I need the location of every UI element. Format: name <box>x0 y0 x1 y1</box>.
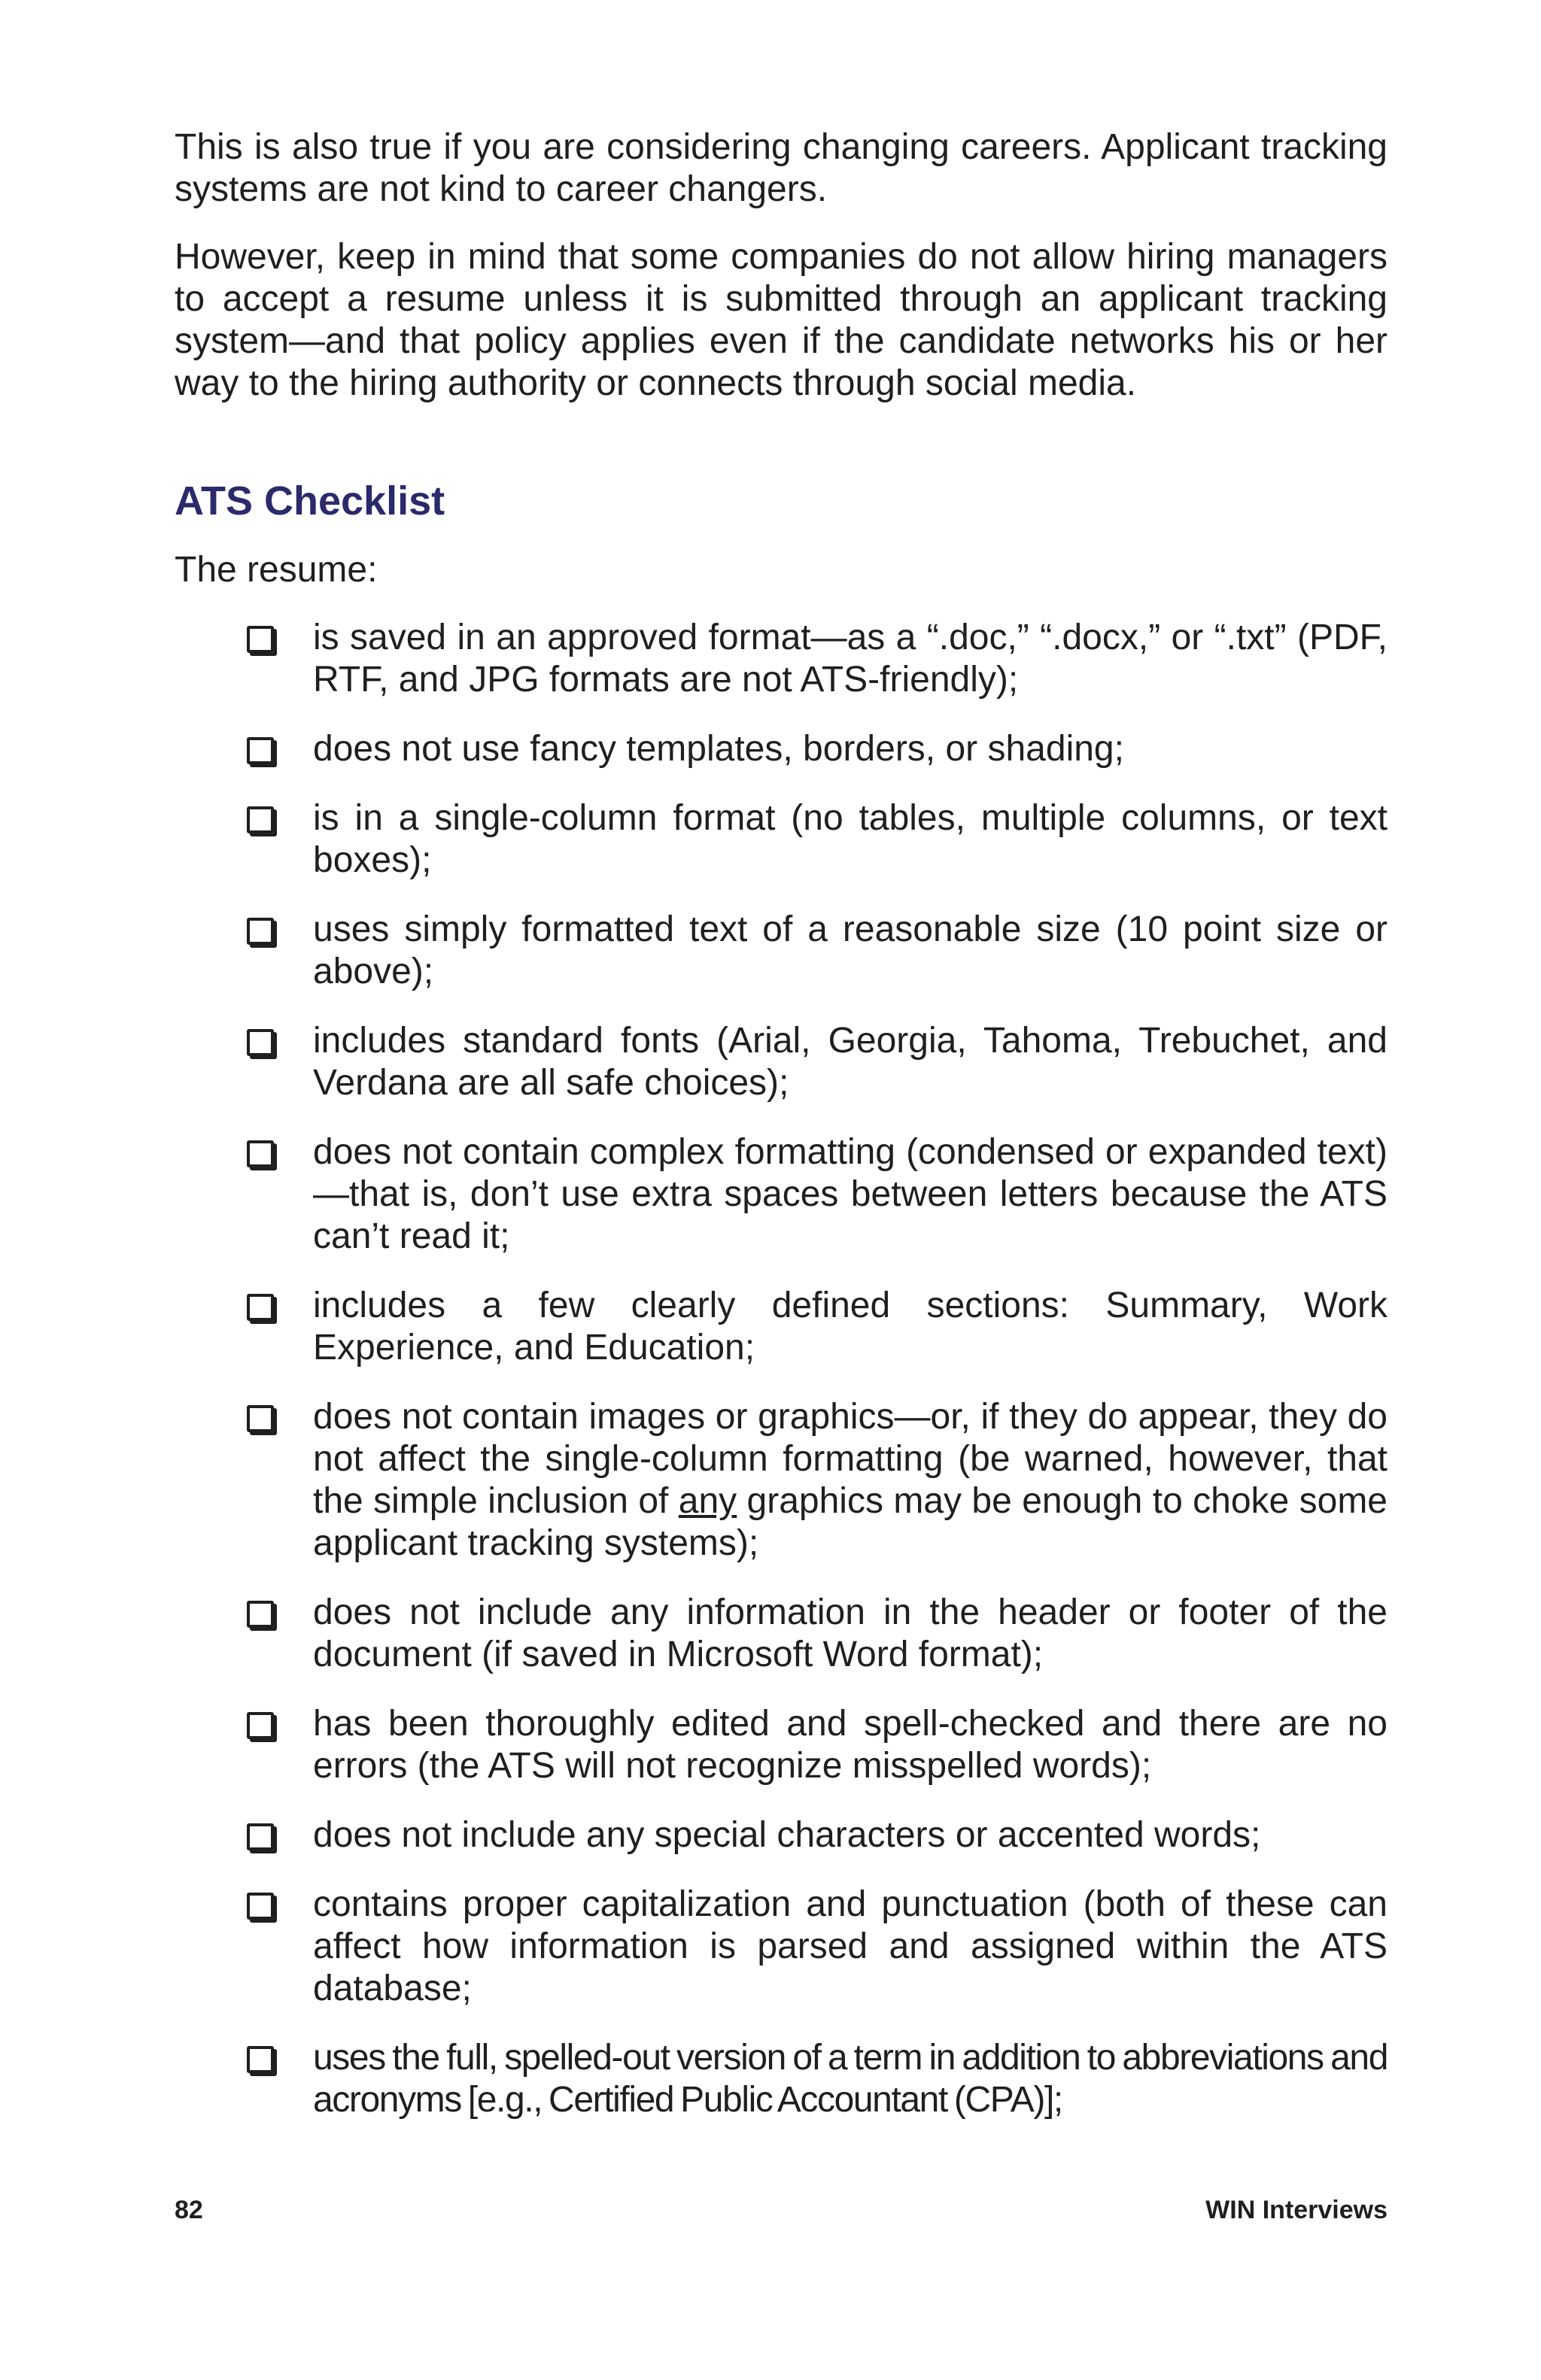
section-lead: The resume: <box>175 550 378 590</box>
checklist-item <box>175 909 1388 993</box>
checklist-item-text: uses simply formatted text of a reasonable size (10 point size or above); <box>313 909 1388 991</box>
checklist-item <box>175 1814 1388 1856</box>
checkbox-icon <box>247 806 274 833</box>
checklist-item-text: does not include any information in the header or footer of the document (if saved in Microsoft Word format); <box>313 1592 1388 1674</box>
checkbox-icon <box>247 737 274 764</box>
checklist-item <box>175 797 1388 882</box>
checkbox-icon <box>247 1823 274 1850</box>
checkbox-icon <box>247 1294 274 1321</box>
checklist-item-text: includes standard fonts (Arial, Georgia, Tahoma, Trebuchet, and Verdana are all safe choices); <box>313 1021 1388 1103</box>
body-paragraph: However, keep in mind that some companies do not allow hiring managers to accept a resume unless it is submitted through an applicant tracking system—and that policy applies even if the candidate networks his or her way to the hiring authority or connects through social media. <box>175 237 1388 403</box>
checkbox-icon <box>247 1601 274 1628</box>
checklist-item-text: uses the full, spelled-out version of a term in addition to abbreviations and acronyms [e.g., Certified Public Accountant (CPA)]; <box>313 2038 1388 2120</box>
checkbox-icon <box>247 626 274 653</box>
checklist-item <box>175 1884 1388 2010</box>
checkbox-icon <box>247 1712 274 1739</box>
checklist-item <box>175 1396 1388 1565</box>
checklist-item-text-after: graphics may be enough to choke some applicant tracking systems); <box>313 1481 1388 1563</box>
section-heading: ATS Checklist <box>175 478 445 524</box>
checkbox-icon <box>247 1029 274 1056</box>
checklist-item <box>175 1020 1388 1104</box>
checklist-item-text: does not contain complex formatting (condensed or expanded text)—that is, don’t use extra spaces between letters because the ATS can’t read it; <box>313 1132 1388 1256</box>
checkbox-icon <box>247 1405 274 1432</box>
ats-checklist <box>175 617 1388 2121</box>
checklist-item-text: is saved in an approved format—as a “.doc,” “.docx,” or “.txt” (PDF, RTF, and JPG formats are not ATS-friendly); <box>313 618 1388 700</box>
page-footer <box>175 2193 1388 2227</box>
checklist-item-text: does not include any special characters or accented words; <box>313 1815 1261 1855</box>
page-content <box>175 126 1388 2148</box>
checklist-item-text: does not use fancy templates, borders, or shading; <box>313 729 1124 769</box>
checklist-item <box>175 2037 1388 2121</box>
checklist-item-text: contains proper capitalization and punctuation (both of these can affect how information is parsed and assigned within the ATS database; <box>313 1884 1388 2008</box>
checkbox-icon <box>247 918 274 945</box>
checklist-item-text <box>313 1397 1388 1563</box>
checkbox-icon <box>247 1893 274 1920</box>
checklist-item <box>175 1703 1388 1787</box>
checklist-item <box>175 617 1388 701</box>
running-title: WIN Interviews <box>1205 2196 1388 2224</box>
checklist-item-text-before: does not contain images or graphics—or, if they do appear, they do not affect the single-column formatting (be warned, however, that the simple inclusion of <box>313 1397 1388 1521</box>
body-paragraph: This is also true if you are considering changing careers. Applicant tracking systems are not kind to career changers. <box>175 127 1388 209</box>
checklist-item <box>175 728 1388 770</box>
checklist-item-text: has been thoroughly edited and spell-checked and there are no errors (the ATS will not recognize misspelled words); <box>313 1704 1388 1786</box>
checklist-item-text: is in a single-column format (no tables, multiple columns, or text boxes); <box>313 798 1388 880</box>
checklist-item <box>175 1592 1388 1676</box>
checkbox-icon <box>247 2046 274 2073</box>
checklist-item <box>175 1285 1388 1369</box>
checkbox-icon <box>247 1140 274 1167</box>
checklist-item <box>175 1131 1388 1258</box>
checklist-item-text: includes a few clearly defined sections: Summary, Work Experience, and Education; <box>313 1286 1388 1368</box>
page-number: 82 <box>175 2196 203 2224</box>
emphasized-word: any <box>678 1481 737 1521</box>
